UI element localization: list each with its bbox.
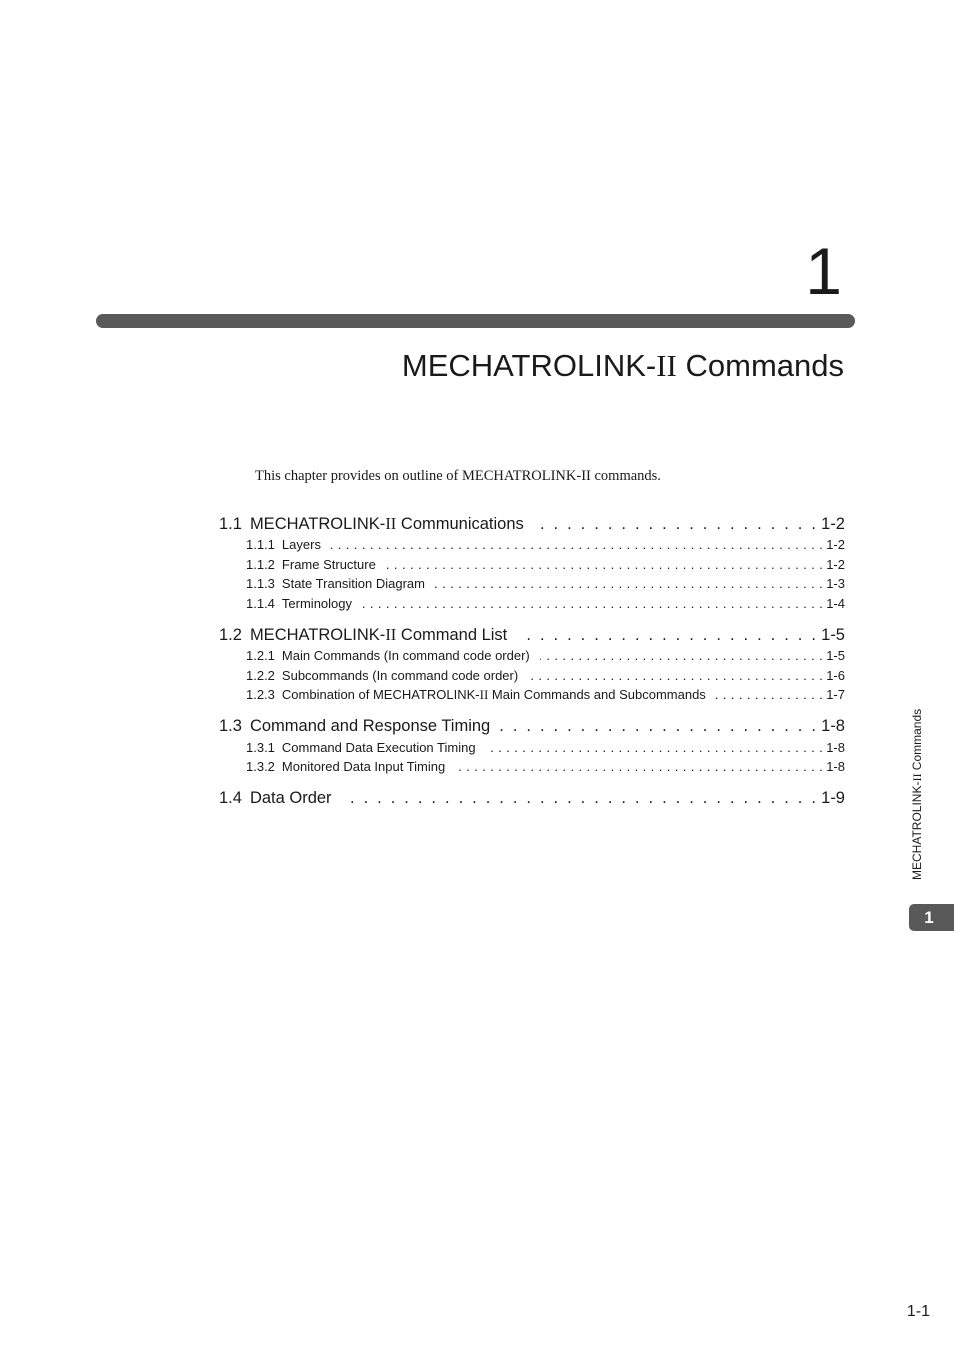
toc-page: 1-8 xyxy=(826,759,845,774)
page-number: 1-1 xyxy=(906,1303,930,1320)
toc-title: Subcommands (In command code order) xyxy=(281,667,519,683)
toc-entry-1-2[interactable]: 1.2 MECHATROLINK-II Command List . . . 1-5 xyxy=(219,623,845,646)
toc-title: State Transition Diagram xyxy=(281,576,425,591)
toc-section-1-2 xyxy=(219,623,845,705)
toc-page: 1-4 xyxy=(826,595,845,611)
toc-page: 1-7 xyxy=(826,687,845,702)
toc-page: 1-6 xyxy=(826,667,845,683)
toc-entry-1-2-3[interactable]: 1.2.3 Combination of MECHATROLINK-II Main Commands and Subcommands . . . 1-7 xyxy=(219,685,845,705)
toc-entry-1-4[interactable]: 1.4 Data Order . . . 1-9 xyxy=(219,787,845,810)
toc-entry-1-3-2[interactable]: 1.3.2 Monitored Data Input Timing . . . 1-8 xyxy=(219,757,845,777)
toc-entry-1-1-4[interactable]: 1.1.4 Terminology . . . 1-4 xyxy=(219,594,845,614)
toc-title: Data Order xyxy=(249,788,332,807)
toc-title: Command and Response Timing xyxy=(249,716,491,735)
dot-leader xyxy=(455,757,823,777)
chapter-divider-bar xyxy=(96,314,855,328)
chapter-number: 1 xyxy=(805,234,842,308)
dot-leader xyxy=(386,555,823,575)
chapter-title-suffix: Commands xyxy=(676,348,844,383)
toc-entry-1-2-1[interactable]: 1.2.1 Main Commands (In command code order) . . . 1-5 xyxy=(219,646,845,666)
side-tab-chapter-number[interactable]: 1 xyxy=(909,904,954,931)
dot-leader xyxy=(534,513,818,536)
toc-entry-1-2-2[interactable]: 1.2.2 Subcommands (In command code order) . . . 1-6 xyxy=(219,666,845,686)
toc-title: Monitored Data Input Timing xyxy=(281,759,446,774)
toc-title: Command Data Execution Timing xyxy=(281,739,476,755)
toc-title: Terminology xyxy=(281,595,353,611)
toc-entry-1-1-3[interactable]: 1.1.3 State Transition Diagram . . . 1-3 xyxy=(219,574,845,594)
toc-entry-1-3-1[interactable]: 1.3.1 Command Data Execution Timing . . . 1-8 xyxy=(219,738,845,758)
chapter-intro: This chapter provides on outline of MECHATROLINK-II commands. xyxy=(255,468,661,484)
toc-page: 1-2 xyxy=(821,515,845,533)
dot-leader xyxy=(500,715,818,738)
toc-page: 1-2 xyxy=(826,556,845,572)
dot-leader xyxy=(362,594,823,614)
table-of-contents xyxy=(219,512,845,820)
toc-page: 1-2 xyxy=(826,537,845,552)
dot-leader xyxy=(435,574,823,594)
toc-title: Layers xyxy=(281,537,321,552)
toc-title: Main Commands (In command code order) xyxy=(281,648,530,663)
toc-page: 1-5 xyxy=(826,648,845,663)
dot-leader xyxy=(540,646,823,666)
toc-title: MECHATROLINK-II Communications xyxy=(249,514,524,533)
dot-leader xyxy=(716,685,823,705)
toc-entry-1-1-1[interactable]: 1.1.1 Layers . . . 1-2 xyxy=(219,535,845,555)
toc-entry-1-3[interactable]: 1.3 Command and Response Timing . . . 1-8 xyxy=(219,715,845,738)
toc-title: Frame Structure xyxy=(281,556,376,572)
chapter-title-roman: II xyxy=(656,348,677,383)
dot-leader xyxy=(517,624,818,647)
toc-entry-1-1-2[interactable]: 1.1.2 Frame Structure . . . 1-2 xyxy=(219,555,845,575)
toc-section-1-1 xyxy=(219,512,845,613)
dot-leader xyxy=(528,666,823,686)
toc-title: MECHATROLINK-II Command List xyxy=(249,625,508,644)
side-tab-chapter-label: MECHATROLINK-II Commands xyxy=(910,708,924,880)
chapter-title-prefix: MECHATROLINK- xyxy=(401,348,657,383)
toc-section-1-3 xyxy=(219,715,845,777)
toc-page: 1-8 xyxy=(821,716,845,735)
toc-page: 1-8 xyxy=(826,739,845,755)
toc-title: Combination of MECHATROLINK-II Main Commands and Subcommands xyxy=(281,687,706,702)
toc-section-1-4 xyxy=(219,787,845,810)
toc-page: 1-5 xyxy=(821,626,845,644)
chapter-title xyxy=(402,346,844,386)
toc-page: 1-9 xyxy=(821,788,845,807)
dot-leader xyxy=(331,535,823,555)
dot-leader xyxy=(342,787,819,810)
dot-leader xyxy=(486,738,824,758)
toc-page: 1-3 xyxy=(826,576,845,591)
toc-entry-1-1[interactable]: 1.1 MECHATROLINK-II Communications . . . 1-2 xyxy=(219,512,845,535)
